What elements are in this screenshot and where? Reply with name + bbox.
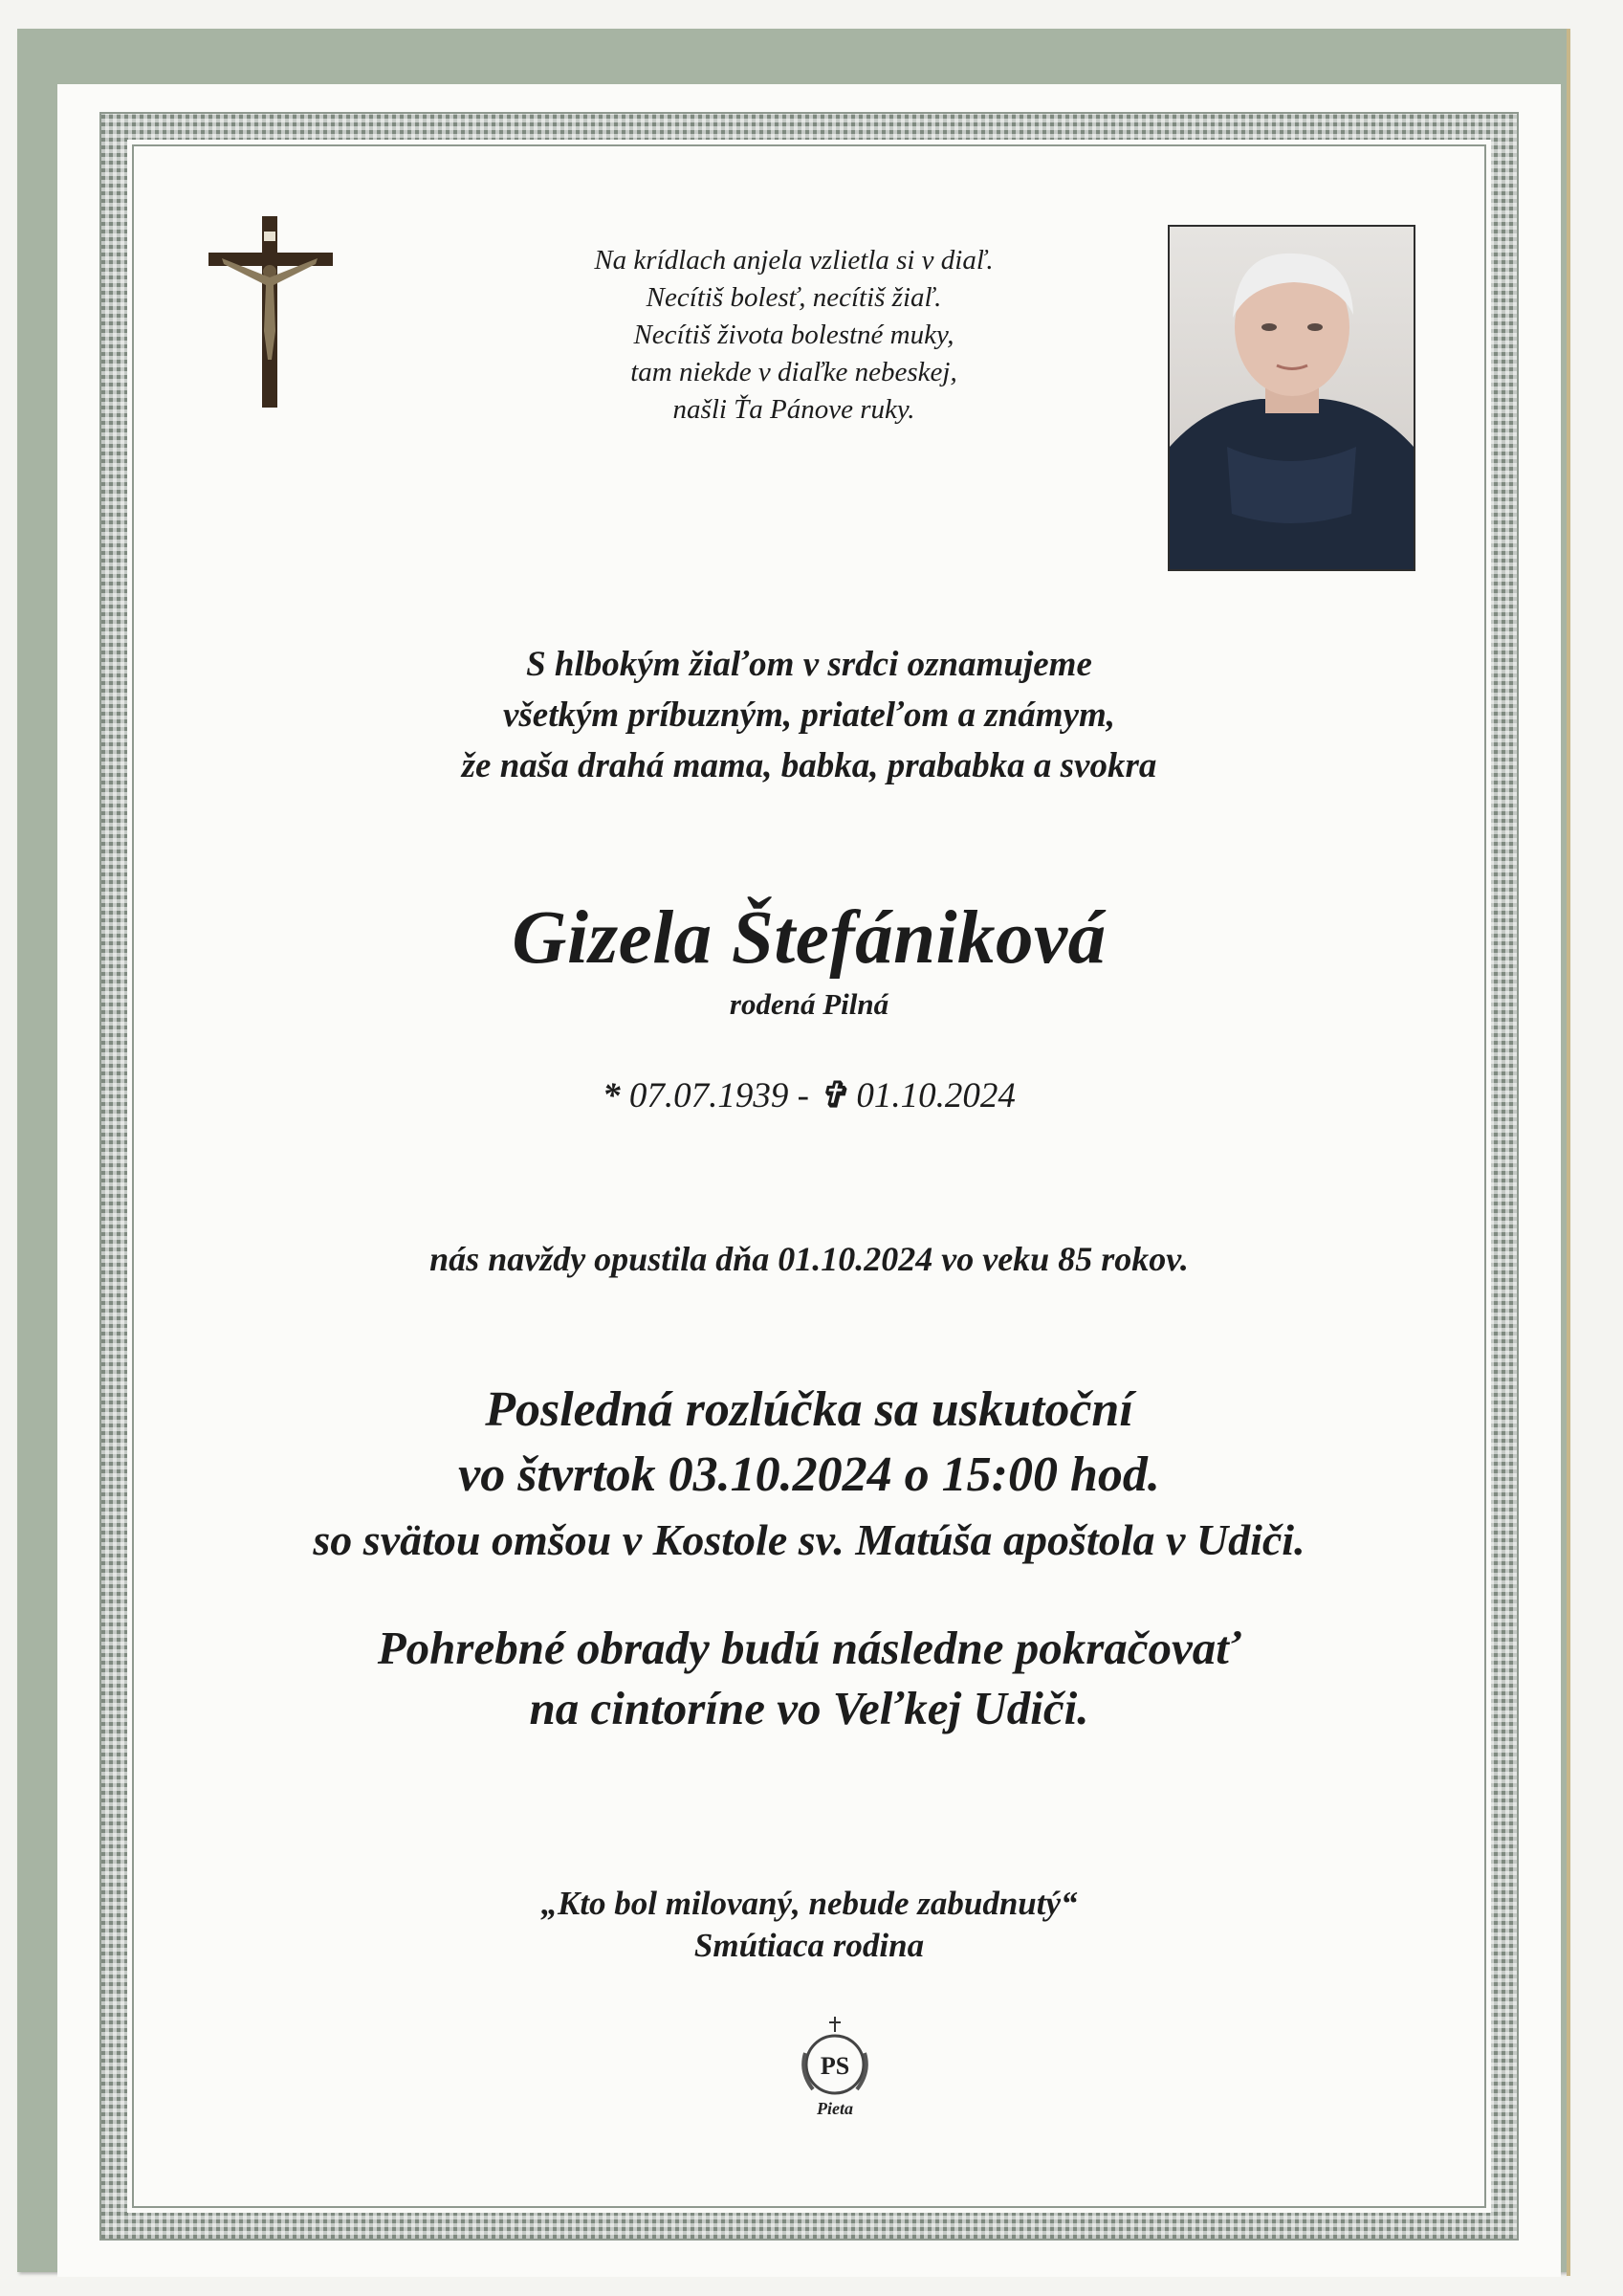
closing <box>96 1883 1523 1967</box>
farewell-line: vo štvrtok 03.10.2024 o 15:00 hod. <box>458 1447 1160 1502</box>
poem-line: našli Ťa Pánove ruky. <box>672 394 915 425</box>
deceased-name: Gizela Štefániková <box>512 896 1107 980</box>
burial-announcement <box>96 1618 1523 1738</box>
logo-label: Pieta <box>817 2099 853 2118</box>
farewell-line: Posledná rozlúčka sa uskutoční <box>485 1382 1133 1437</box>
announcement <box>96 639 1523 791</box>
logo-monogram: PS <box>820 2052 850 2080</box>
death-cross-icon: ✞ <box>818 1076 848 1115</box>
announcement-line: všetkým príbuzným, priateľom a známym, <box>502 695 1116 735</box>
burial-line: Pohrebné obrady budú následne pokračovať <box>377 1622 1241 1674</box>
life-dates <box>96 1074 1523 1118</box>
announcement-line: S hlbokým žiaľom v srdci oznamujeme <box>526 645 1092 684</box>
poem-line: Na krídlach anjela vzlietla si v diaľ. <box>594 245 994 276</box>
memorial-poem <box>440 242 1148 429</box>
announcement-line: že naša drahá mama, babka, prababka a svokra <box>461 746 1157 785</box>
notice-paper <box>57 84 1561 2277</box>
passing-message: nás navždy opustila dňa 01.10.2024 vo veku 85 rokov. <box>429 1240 1189 1278</box>
date-separator: - <box>797 1076 809 1115</box>
pieta-logo-icon <box>792 2015 878 2120</box>
sheet-frame <box>17 29 1567 2272</box>
burial-line: na cintoríne vo Veľkej Udiči. <box>529 1682 1089 1734</box>
maiden-name: rodená Pilná <box>729 987 889 1021</box>
crucifix-icon <box>208 216 333 408</box>
deceased-portrait <box>1168 225 1415 571</box>
closing-quote: „Kto bol milovaný, nebude zabudnutý“ <box>540 1885 1078 1922</box>
farewell-line: so svätou omšou v Kostole sv. Matúša apoštola v Udiči. <box>313 1515 1305 1564</box>
family-signature: Smútiaca rodina <box>693 1927 925 1964</box>
birth-symbol: * <box>603 1076 621 1115</box>
death-date: 01.10.2024 <box>856 1076 1016 1115</box>
poem-line: tam niekde v diaľke nebeskej, <box>630 357 957 387</box>
funeral-announcement <box>96 1378 1523 1573</box>
poem-line: Necítiš života bolestné muky, <box>633 320 954 350</box>
birth-date: 07.07.1939 <box>628 1076 789 1115</box>
poem-line: Necítiš bolesť, necítiš žiaľ. <box>646 282 942 313</box>
